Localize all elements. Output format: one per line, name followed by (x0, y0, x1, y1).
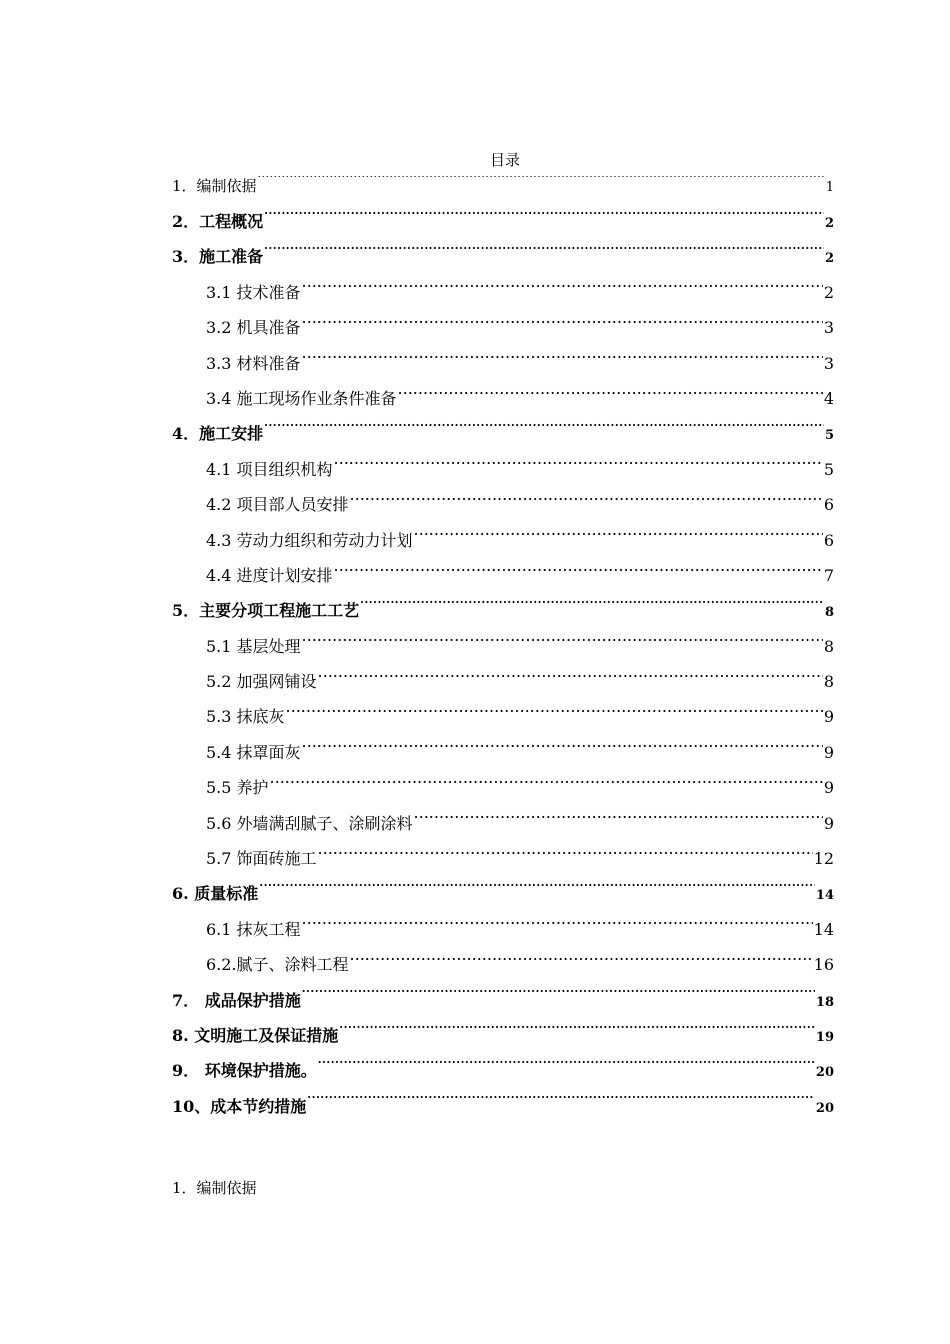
toc-entry-page: 6 (823, 530, 834, 550)
toc-leader-dots (318, 1060, 815, 1076)
toc-leader-dots (302, 353, 823, 369)
toc-entry-page: 19 (815, 1029, 834, 1045)
toc-entry-label: 3.3 材料准备 (206, 353, 301, 373)
toc-entry-page: 2 (823, 282, 834, 302)
toc-entry-label: 3.2 机具准备 (206, 318, 301, 338)
toc-entry[interactable] (172, 983, 834, 1018)
toc-entry-page: 4 (823, 388, 834, 408)
toc-leader-dots (398, 388, 823, 404)
toc-entry[interactable] (172, 523, 834, 558)
toc-entry-label: 5．主要分项工程施工工艺 (172, 601, 360, 621)
toc-leader-dots (302, 636, 823, 652)
toc-entry-label: 6.2.腻子、涂料工程 (206, 955, 349, 975)
toc-entry-page: 12 (813, 849, 834, 869)
toc-entry-page: 5 (824, 428, 834, 444)
toc-entry-page: 3 (823, 353, 834, 373)
toc-leader-dots (360, 600, 824, 616)
toc-leader-dots (264, 423, 824, 439)
toc-entry[interactable] (172, 1089, 834, 1124)
toc-entry-page: 8 (823, 636, 834, 656)
toc-entry-page: 9 (823, 707, 834, 727)
toc-leader-dots (307, 1096, 815, 1112)
toc-entry-label: 3．施工准备 (172, 247, 264, 267)
toc-entry[interactable] (172, 275, 834, 310)
toc-entry-page: 14 (815, 888, 834, 904)
toc-leader-dots (350, 494, 823, 510)
toc-leader-dots (258, 176, 825, 191)
toc-leader-dots (302, 919, 813, 935)
toc-entry[interactable] (172, 346, 834, 381)
toc-entry[interactable] (172, 416, 834, 451)
toc-entry-page: 8 (824, 605, 834, 621)
toc-entry-page: 7 (823, 565, 834, 585)
toc-leader-dots (270, 777, 823, 793)
toc-entry-page: 18 (815, 994, 834, 1010)
toc-leader-dots (302, 990, 815, 1006)
section-heading: 1．编制依据 (172, 1179, 257, 1197)
toc-entry-label: 5.1 基层处理 (206, 636, 301, 656)
toc-entry[interactable] (172, 876, 834, 911)
toc-entry-page: 8 (823, 672, 834, 692)
toc-entry-label: 5.5 养护 (206, 778, 269, 798)
toc-leader-dots (264, 211, 824, 227)
toc-entry[interactable] (172, 593, 834, 628)
toc-leader-dots (318, 848, 813, 864)
toc-entry-label: 6. 质量标准 (172, 884, 259, 904)
toc-leader-dots (334, 459, 823, 475)
toc-entry-page: 1 (825, 180, 834, 195)
toc-entry-page: 9 (823, 742, 834, 762)
toc-entry-label: 2．工程概况 (172, 212, 264, 231)
toc-leader-dots (259, 883, 815, 899)
toc-entry-label: 3.1 技术准备 (206, 282, 301, 302)
toc-entry[interactable] (172, 168, 834, 204)
toc-entry-page: 2 (824, 251, 834, 267)
toc-entry[interactable] (172, 912, 834, 947)
toc-entry-page: 14 (813, 919, 834, 939)
toc-entry[interactable] (172, 487, 834, 522)
toc-entry[interactable] (172, 806, 834, 841)
toc-leader-dots (302, 742, 823, 758)
toc-entry-label: 4.4 进度计划安排 (206, 565, 333, 585)
toc-entry-label: 9． 环境保护措施。 (172, 1061, 317, 1081)
toc-entry-page: 20 (815, 1065, 834, 1081)
toc-entry-label: 4．施工安排 (172, 424, 264, 444)
toc-entry[interactable] (172, 239, 834, 274)
toc-leader-dots (286, 706, 823, 722)
toc-entry[interactable] (172, 841, 834, 876)
toc-entry-label: 4.2 项目部人员安排 (206, 495, 349, 515)
toc-entry[interactable] (172, 664, 834, 699)
toc-entry[interactable] (172, 629, 834, 664)
toc-entry-label: 3.4 施工现场作业条件准备 (206, 388, 397, 408)
toc-entry-page: 9 (823, 778, 834, 798)
toc-leader-dots (334, 565, 823, 581)
toc-entry-label: 4.1 项目组织机构 (206, 459, 333, 479)
toc-entry-label: 1．编制依据 (172, 177, 257, 195)
toc-entry[interactable] (172, 452, 834, 487)
toc-entry-page: 5 (823, 459, 834, 479)
toc-leader-dots (264, 246, 824, 262)
toc-entry[interactable] (172, 558, 834, 593)
toc-leader-dots (318, 671, 823, 687)
toc-leader-dots (414, 813, 823, 829)
toc-entry-label: 8. 文明施工及保证措施 (172, 1025, 339, 1045)
toc-entry-page: 3 (823, 318, 834, 338)
toc-entry[interactable] (172, 770, 834, 805)
toc-entry-label: 5.4 抹罩面灰 (206, 742, 301, 762)
toc-entry[interactable] (172, 699, 834, 734)
table-of-contents (172, 168, 834, 1124)
toc-entry-label: 10、成本节约措施 (172, 1096, 307, 1116)
toc-entry-label: 4.3 劳动力组织和劳动力计划 (206, 530, 413, 550)
toc-leader-dots (350, 954, 813, 970)
toc-entry[interactable] (172, 1018, 834, 1053)
toc-entry-page: 16 (813, 955, 834, 975)
toc-entry-page: 9 (823, 813, 834, 833)
toc-title: 目录 (489, 151, 520, 169)
toc-leader-dots (339, 1025, 815, 1041)
toc-leader-dots (302, 317, 823, 333)
toc-entry-label: 5.7 饰面砖施工 (206, 849, 317, 869)
toc-leader-dots (302, 282, 823, 298)
toc-entry[interactable] (172, 735, 834, 770)
toc-entry-page: 2 (824, 216, 834, 231)
toc-entry[interactable] (172, 310, 834, 345)
toc-entry-page: 20 (815, 1100, 834, 1116)
toc-leader-dots (414, 530, 823, 546)
toc-entry[interactable] (172, 947, 834, 982)
toc-entry-label: 5.2 加强网铺设 (206, 672, 317, 692)
toc-entry-label: 5.6 外墙满刮腻子、涂刷涂料 (206, 813, 413, 833)
toc-entry-page: 6 (823, 495, 834, 515)
toc-entry[interactable] (172, 204, 834, 239)
toc-entry[interactable] (172, 381, 834, 416)
toc-entry[interactable] (172, 1053, 834, 1088)
toc-entry-label: 5.3 抹底灰 (206, 707, 285, 727)
toc-entry-label: 6.1 抹灰工程 (206, 919, 301, 939)
toc-entry-label: 7． 成品保护措施 (172, 990, 301, 1010)
